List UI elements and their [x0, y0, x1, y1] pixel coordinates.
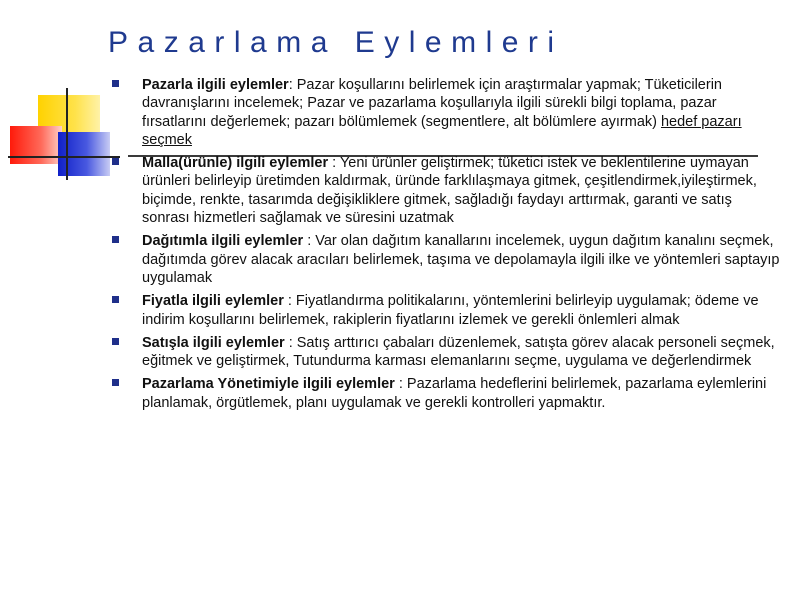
- item-text: [142, 76, 782, 149]
- item-text: [142, 334, 782, 371]
- square-bullet-icon: [112, 158, 119, 165]
- square-bullet-icon: [112, 236, 119, 243]
- item-text: [142, 375, 782, 412]
- list-item: [112, 375, 782, 412]
- deco-vertical-line: [66, 88, 68, 180]
- list-item: [112, 76, 782, 149]
- list-item: [112, 334, 782, 371]
- deco-horizontal-line: [8, 156, 120, 158]
- item-heading: Satışla ilgili eylemler: [142, 334, 285, 351]
- item-description: : Pazarlama hedeflerini belirlemek, pazarlama eylemlerini planlamak, örgütlemek, planı uygulamak ve gerekli kontrolleri yapmaktır.: [142, 376, 767, 411]
- decorative-squares-graphic: [0, 0, 120, 190]
- item-text: [142, 292, 782, 329]
- item-heading: Pazarla ilgili eylemler: [142, 77, 289, 93]
- square-bullet-icon: [112, 379, 119, 386]
- item-description: : Fiyatlandırma politikalarını, yöntemlerini belirleyip uygulamak; ödeme ve indirim koşullarını belirlemek, rakiplerin fiyatlarını izlemek ve gerekli önlemleri almak: [142, 293, 759, 328]
- list-item: [112, 292, 782, 329]
- item-description: : Yeni ürünler geliştirmek; tüketici istek ve beklentilerine uymayan ürünleri belirleyip üretimden kaldırmak, üründe farklılaşmaya gitmek, çeşitlendirmek,iyileştirmek, biçimde, renkte, tasarımda değişikliklere gitmek, sağladığı faydayı arttırmak, garanti ve satış sonrası hizmetleri sağlamak ve süresini uzatmak: [142, 155, 757, 227]
- item-heading: Malla(ürünle) ilgili eylemler: [142, 155, 329, 172]
- item-description: : Pazar koşullarını belirlemek için araştırmalar yapmak; Tüketicilerin davranışlarını incelemek; Pazar ve pazarlama koşullarıyla ilgili sürekli bilgi toplama, pazar fırsatlarını değerlemek; pazarı bölümlemek (segmentlere, alt bölümlere ayırmak): [142, 77, 722, 130]
- item-heading: Fiyatla ilgili eylemler: [142, 293, 284, 310]
- activity-list: [112, 76, 782, 417]
- square-bullet-icon: [112, 296, 119, 303]
- list-item: [112, 232, 782, 287]
- list-item: [112, 154, 782, 227]
- underlined-phrase: hedef pazarı seçmek: [142, 113, 742, 148]
- item-text: [142, 232, 782, 287]
- item-text: [142, 154, 782, 227]
- slide-title: Pazarlama Eylemleri: [108, 26, 564, 59]
- square-bullet-icon: [112, 338, 119, 345]
- square-bullet-icon: [112, 80, 119, 87]
- deco-red-square: [10, 126, 62, 164]
- item-description: : Var olan dağıtım kanallarını incelemek, uygun dağıtım kanalını seçmek, dağıtımda görev alacak aracıları belirlemek, taşıma ve depolamayla ilgili ilke ve yöntemleri saptayıp uygulamak: [142, 233, 780, 286]
- item-heading: Pazarlama Yönetimiyle ilgili eylemler: [142, 376, 395, 393]
- item-description: : Satış arttırıcı çabaları düzenlemek, satışta görev alacak personeli seçmek, eğitmek ve geliştirmek, Tutundurma karması elemanlarını seçme, uygulama ve değerlendirmek: [142, 334, 775, 370]
- item-heading: Dağıtımla ilgili eylemler: [142, 233, 304, 250]
